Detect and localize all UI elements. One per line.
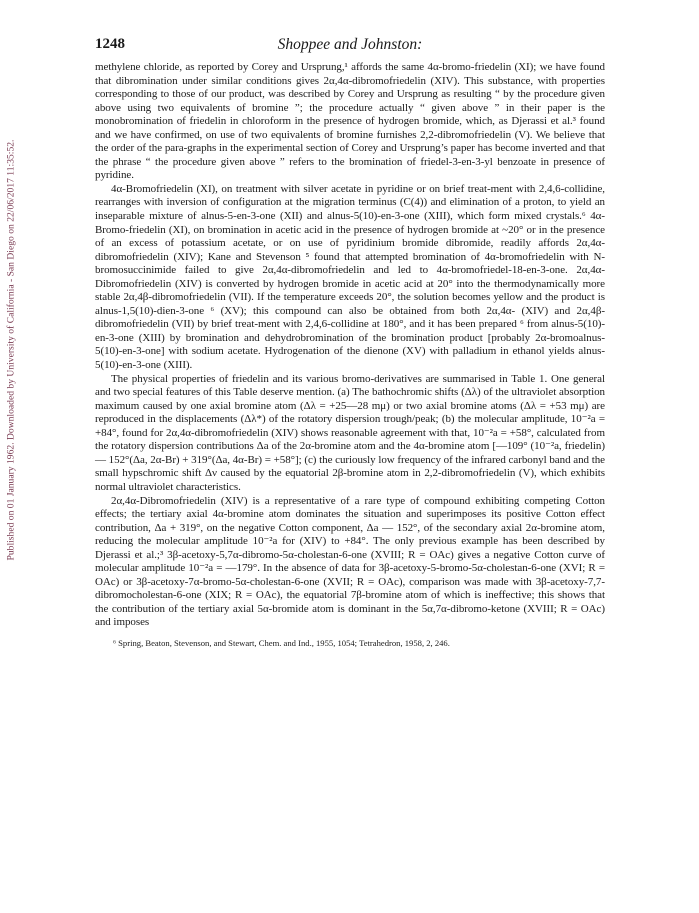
page-header bbox=[95, 36, 605, 58]
running-title: Shoppee and Johnston: bbox=[277, 36, 423, 53]
paragraph-1: methylene chloride, as reported by Corey and Ursprung,¹ affords the same 4α-bromo-friedelin (XI); we have found that dibromination under similar conditions gives 2α,4α-dibromofriedelin (XIV). This substance, with properties corresponding to those of our product, was described by Corey and Ursprung as resulting “ by the procedure given above using two equivalents of bromine ”; the procedure actually “ given above ” in their paper is the monobromination of friedelin in chloroform in the presence of hydrogen bromide, which, as Djerassi et al.³ found and we have confirmed, on use of two equivalents of bromine furnishes 2,2-dibromofriedelin (V). We believe that the order of the para-graphs in the experimental section of Corey and Ursprung’s paper has become inverted and that the phrase “ the procedure given above ” refers to the bromination of friedel-3-en-3-yl benzoate in presence of pyridine. bbox=[95, 61, 605, 182]
footnote: ⁶ Spring, Beaton, Stevenson, and Stewart, Chem. and Ind., 1955, 1054; Tetrahedron, 1958, 2, 246. bbox=[113, 637, 450, 648]
download-watermark bbox=[3, 100, 19, 600]
paragraph-2: 4α-Bromofriedelin (XI), on treatment with silver acetate in pyridine or on brief treat-ment with 2,4,6-collidine, rearranges with inversion of configuration at the migration terminus (C(4)) and elimination of a proton, to yield an inseparable mixture of alnus-5-en-3-one (XII) and alnus-5(10)-en-3-one (XIII), which form mixed crystals.⁶ 4α-Bromo-friedelin (XI), on bromination in acetic acid in the presence of hydrogen bromide at ~20° or in the presence of an excess of potassium acetate, or on use of pyridinium bromide dibromide, readily affords 2α,4α-dibromofriedelin (XIV); Kane and Stevenson ⁵ found that attempted bromination of 4α-bromofriedelin with N-bromosuccinimide failed to give 2α,4α-dibromofriedelin and led to 4α-bromofriedel-18-en-3-one. 2α,4α-Dibromofriedelin (XIV) is converted by hydrogen bromide in acetic acid at 20° into the thermodynamically more stable 2α,4β-dibromofriedelin (VII). If the temperature exceeds 20°, the solution becomes yellow and the product is alnus-1,5(10)-dien-3-one ⁶ (XV); this compound can also be obtained from both 2α,4α- (XIV) and 2α,4β-dibromofriedelin (VII) by brief treat-ment with 2,4,6-collidine at 180°, and it has been prepared ⁶ from alnus-5(10)-en-3-one (XIII) by bromination and dehydrobromination of the bromination product [probably 2α-bromoalnus-5(10)-en-3-one] with sodium acetate. Hydrogenation of the dienone (XV) with palladium in ethanol yields alnus-5(10)-en-3-one (XIII). bbox=[95, 182, 605, 372]
journal-page bbox=[95, 36, 605, 649]
paragraph-3: The physical properties of friedelin and its various bromo-derivatives are summarised in Table 1. One general and two special features of this Table deserve mention. (a) The bathochromic shifts (Δλ) of the ultraviolet absorption maximum caused by one axial bromine atom (Δλ = +25—28 mμ) or two axial bromine atoms (Δλ = +53 mμ) are reproduced in the displacements (Δλ*) of the rotatory dispersion trough/peak; (b) the molecular amplitude, 10⁻²a = +84°, found for 2α,4α-dibromofriedelin (XIV) shows reasonable agreement with that, 10⁻²a = +58°, calculated from the rotatory dispersion contributions Δa of the 2α-bromine atom and the 4α-bromine atom [—109° (10⁻²a, friedelin) — 152°(Δa, 2α-Br) + 319°(Δa, 4α-Br) = +58°]; (c) the curiously low frequency of the infrared carbonyl band and the small hypschromic shift Δν caused by the equatorial 2β-bromine atom in 2,2-dibromofriedelin (V), which exhibits normal ultraviolet characteristics. bbox=[95, 372, 605, 493]
paragraph-4: 2α,4α-Dibromofriedelin (XIV) is a representative of a rare type of compound exhibiting competing Cotton effects; the tertiary axial 4α-bromine atom dominates the situation and superimposes its positive Cotton effect contribution, Δa + 319°, on the negative Cotton component, Δa — 152°, of the secondary axial 2α-bromine atom, reducing the molecular amplitude 10⁻²a for (XIV) to +84°. The only previous example has been described by Djerassi et al.;³ 3β-acetoxy-5,7α-dibromo-5α-cholestan-6-one (XVIII; R = OAc) gives a negative Cotton curve of molecular amplitude 10⁻²a = —179°. In the absence of data for 3β-acetoxy-5-bromo-5α-cholestan-6-one (XVI; R = OAc) or 3β-acetoxy-7α-bromo-5α-cholestan-6-one (XVII; R = OAc), comparison was made with 3β-acetoxy-7,7-dibromocholestan-6-one (XIX; R = OAc), the equatorial 7β-bromine atom of which is ineffective; this shows that the contribution of the tertiary axial 5α-bromide atom is dominant in the 5α,7α-dibromo-ketone (XVIII; R = OAc) and imposes bbox=[95, 494, 605, 629]
page-number: 1248 bbox=[95, 36, 125, 52]
download-watermark-text: Published on 01 January 1962. Downloaded by University of California - San Diego on 22/06/2017 11:35:52. bbox=[5, 139, 17, 561]
body-text bbox=[95, 61, 605, 630]
